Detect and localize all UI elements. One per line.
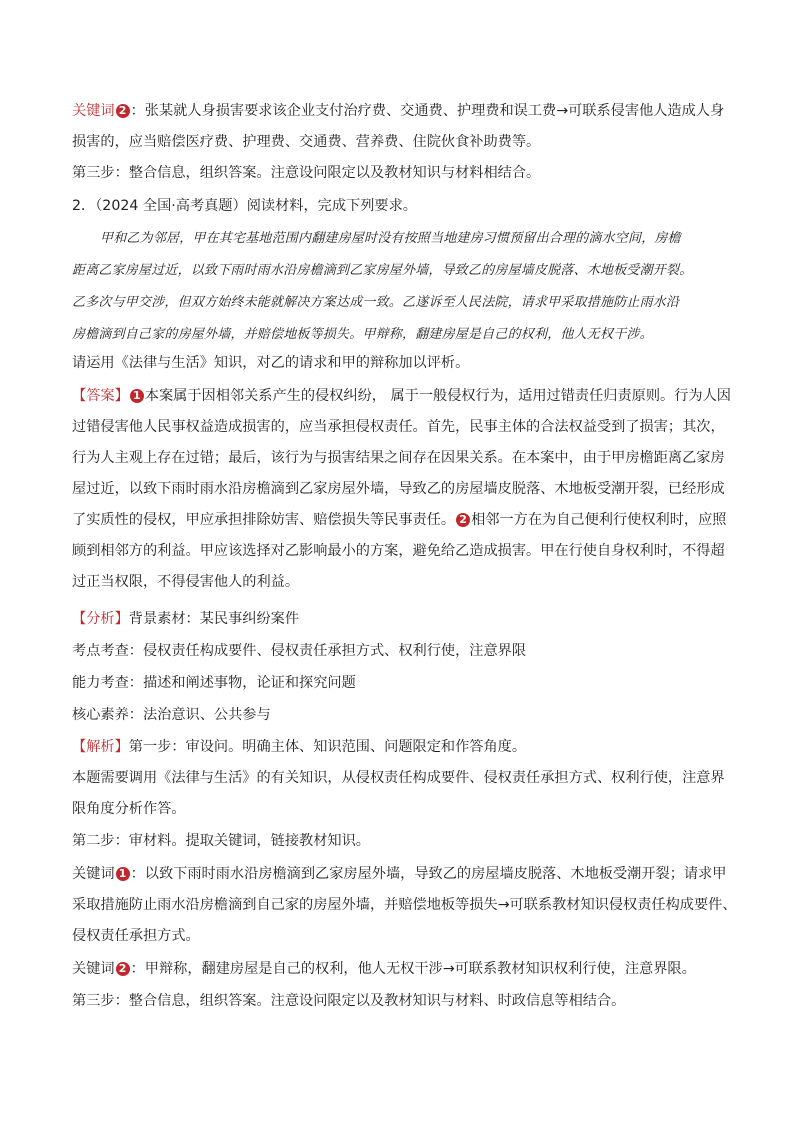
jiexi-label: 【解析】 [72, 739, 129, 755]
question-task: 请运用《法律与生活》知识，对乙的请求和甲的辩称加以评析。 [72, 355, 470, 371]
keyword-1-cont: 采取措施防止雨水沿房檐滴到自己家的房屋外墙，并赔偿地板等损失→可联系教材知识侵权责任构成要件、 [72, 897, 737, 913]
circled-number-2: 2 [116, 104, 130, 118]
jiexi-step-2: 第二步：审材料。提取关键词，链接教材知识。 [72, 833, 370, 849]
analysis-label: 【分析】 [72, 611, 129, 627]
analysis-text: 背景素材：某民事纠纷案件 [128, 611, 300, 627]
answer-text: 本案属于因相邻关系产生的侵权纠纷， 属于一般侵权行为，适用过错责任归责原则。行为人因 [144, 388, 731, 404]
material-line-2: 距离乙家房屋过近，以致下雨时雨水沿房檐滴到乙家房屋外墙，导致乙的房屋墙皮脱落、木地板受潮开裂。 [72, 263, 693, 278]
step-3-b: 第三步：整合信息，组织答案。注意设问限定以及教材知识与材料、时政信息等相结合。 [72, 993, 626, 1009]
circled-number-2: 2 [116, 962, 130, 976]
answer-line-4: 屋过近，以致下雨时雨水沿房檐滴到乙家房屋外墙，导致乙的房屋墙皮脱落、木地板受潮开裂，已经形成 [72, 481, 725, 497]
analysis-kaodian: 考点考查：侵权责任构成要件、侵权责任承担方式、权利行使，注意界限 [72, 643, 527, 659]
jiexi-line-a: 本题需要调用《法律与生活》的有关知识，从侵权责任构成要件、侵权责任承担方式、权利行使，注意界 [72, 770, 725, 786]
answer-line-2: 过错侵害他人民事权益造成损害的，应当承担侵权责任。首先，民事主体的合法权益受到了损害；其次， [72, 419, 725, 435]
analysis-nengli: 能力考查：描述和阐述事物，论证和探究问题 [72, 675, 356, 691]
question-2-head: 2．（2024 全国·高考真题）阅读材料，完成下列要求。 [72, 198, 417, 214]
jiexi-step-1 [72, 738, 526, 756]
jiexi-text: 第一步：审设问。明确主体、知识范围、问题限定和作答角度。 [128, 739, 527, 755]
answer-line-6: 顾到相邻方的利益。甲应该选择对乙影响最小的方案，避免给乙造成损害。甲在行使自身权利时，不得超 [72, 543, 725, 559]
keyword-label: 关键词 [72, 961, 115, 977]
keyword-1-line [72, 865, 726, 883]
keyword-text: ：以致下雨时雨水沿房檐滴到乙家房屋外墙，导致乙的房屋墙皮脱落、木地板受潮开裂；请求甲 [130, 866, 727, 882]
keyword-text: 张某就人身损害要求该企业支付治疗费、交通费、护理费和误工费→可联系侵害他人造成人身 [144, 103, 725, 119]
keyword-2-line [72, 102, 724, 120]
material-line-4: 房檐滴到自己家的房屋外墙，并赔偿地板等损失。甲辩称，翻建房屋是自己的权利，他人无权干涉。 [72, 327, 653, 342]
keyword-2-line-b [72, 960, 696, 978]
circled-number-2: 2 [456, 513, 470, 527]
answer-line-7: 过正当权限，不得侵害他人的利益。 [72, 574, 300, 590]
colon: ： [130, 103, 145, 119]
analysis-hexin: 核心素养：法治意识、公共参与 [72, 707, 271, 723]
keyword-text: ：甲辩称，翻建房屋是自己的权利，他人无权干涉→可联系教材知识权利行使，注意界限。 [130, 961, 696, 977]
analysis-line [72, 610, 299, 628]
material-line-1: 甲和乙为邻居，甲在其宅基地范围内翻建房屋时没有按照当地建房习惯预留出合理的滴水空间，房檐 [100, 231, 681, 246]
answer-line-5 [72, 511, 726, 529]
answer-line-3: 行为人主观上存在过错；最后，该行为与损害结果之间存在因果关系。在本案中，由于甲房檐距离乙家房 [72, 450, 725, 466]
circled-number-1: 1 [116, 867, 130, 881]
answer-label: 【答案】 [72, 388, 129, 404]
material-line-3: 乙多次与甲交涉，但双方始终未能就解决方案达成一致。乙遂诉至人民法院，请求甲采取措施防止雨水沿 [72, 295, 680, 310]
step-3: 第三步：整合信息，组织答案。注意设问限定以及教材知识与材料相结合。 [72, 165, 541, 181]
jiexi-line-b: 限角度分析作答。 [72, 801, 186, 817]
answer-text: 相邻一方在为自己便利行使权利时，应照 [471, 512, 727, 528]
keyword-label: 关键词 [72, 103, 115, 119]
circled-number-1: 1 [130, 389, 144, 403]
answer-line-1 [72, 387, 731, 405]
keyword-1-cont-2: 侵权责任承担方式。 [72, 928, 200, 944]
answer-text: 了实质性的侵权，甲应承担排除妨害、赔偿损失等民事责任。 [72, 512, 456, 528]
keyword-label: 关键词 [72, 866, 115, 882]
keyword-2-cont: 损害的，应当赔偿医疗费、护理费、交通费、营养费、住院伙食补助费等。 [72, 134, 541, 150]
